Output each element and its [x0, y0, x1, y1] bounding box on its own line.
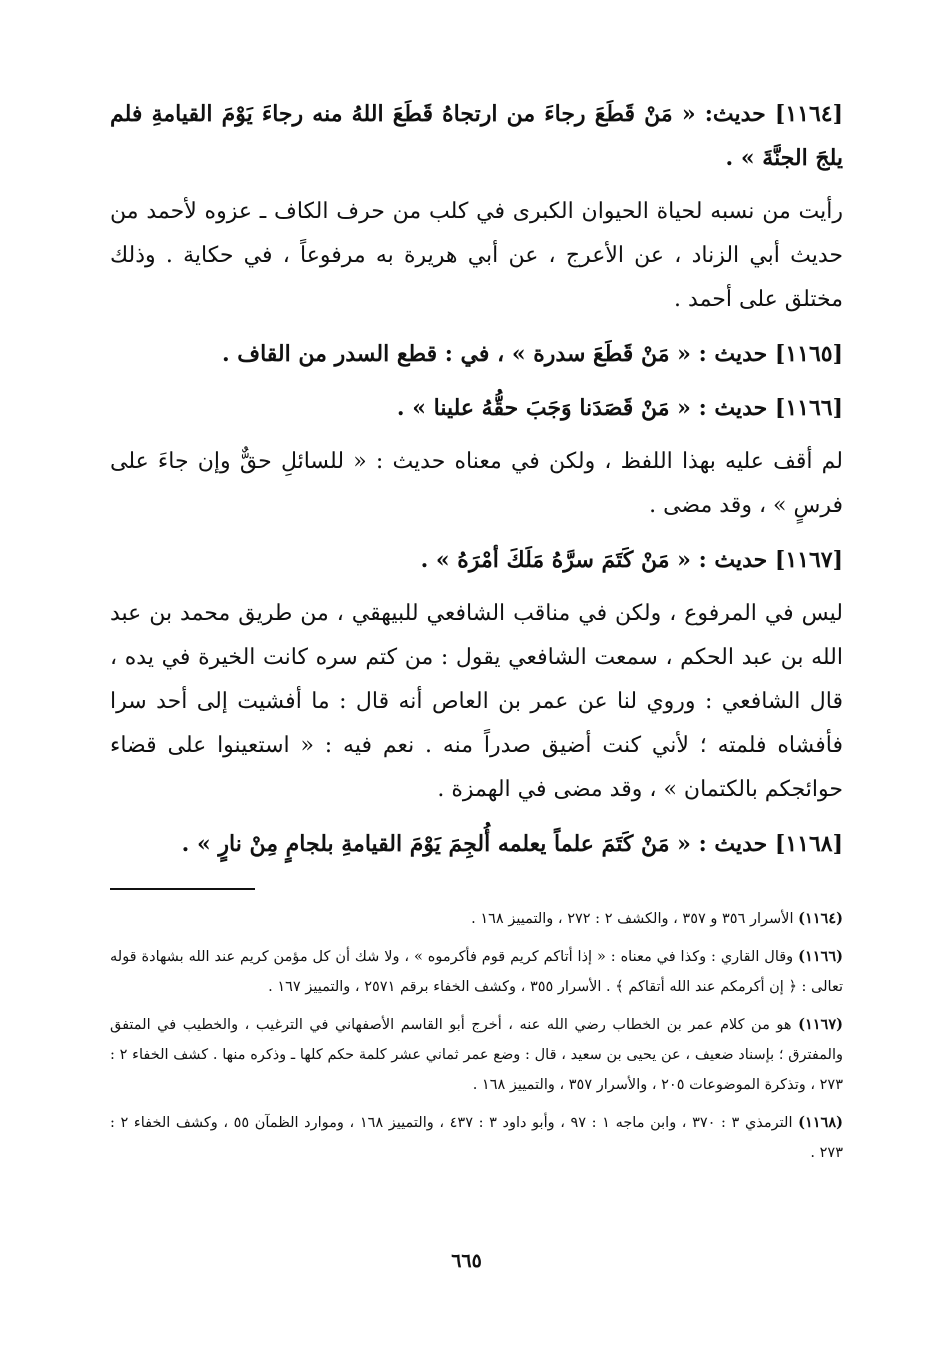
footnote-number: (١١٦٤): [798, 910, 843, 927]
hadith-entry-1164: [110, 92, 843, 180]
commentary-text: رأيت من نسبه لحياة الحيوان الكبرى في كلب من حرف الكاف ـ عزوه لأحمد من حديث أبي الزناد ، عن الأعرج ، عن أبي هريرة به مرفوعاً ، في حكاية . وذلك مختلق على أحمد .: [110, 199, 843, 312]
footnote-text: وقال القاري : وكذا في معناه : « إذا أتاكم كريم قوم فأكرموه » ، ولا شك أن كل مؤمن كريم عند الله بشهادة قوله تعالى : ﴿ إن أكرمكم عند الله أتقاكم ﴾ . الأسرار ٣٥٥ ، وكشف الخفاء برقم ٢٥٧١ ، والتمييز ١٦٧ .: [110, 949, 843, 995]
entry-number: [١١٦٤]: [774, 101, 843, 127]
footnote-number: (١١٦٨): [798, 1114, 844, 1131]
commentary-1166: [110, 440, 843, 528]
entry-number: [١١٦٦]: [774, 395, 843, 421]
hadith-entry-1168: [110, 822, 843, 866]
footnote-number: (١١٦٧): [798, 1016, 843, 1033]
entry-number: [١١٦٥]: [774, 341, 843, 367]
page-body: [110, 92, 843, 1176]
entry-text: حديث : « مَنْ كَتَمَ سرَّهُ مَلَكَ أمْرَهُ » .: [420, 547, 768, 573]
footnote-1164: [110, 904, 843, 934]
entry-text: حديث : « مَنْ كَتَمَ علماً يعلمه أُلجِمَ يَوْمَ القيامةِ بلجامٍ مِنْ نارٍ » .: [181, 831, 768, 857]
commentary-1164: [110, 190, 843, 322]
commentary-text: لم أقف عليه بهذا اللفظ ، ولكن في معناه حديث : « للسائلِ حقٌّ وإن جاءَ على فرسٍ » ، وقد مضى .: [110, 449, 843, 518]
entry-text: حديث : « مَنْ قَطَعَ سدرة » ، في : قطع السدر من القاف .: [221, 341, 768, 367]
footnote-1166: [110, 942, 843, 1002]
commentary-1167: [110, 592, 843, 812]
footnote-number: (١١٦٦): [798, 948, 843, 965]
commentary-text: ليس في المرفوع ، ولكن في مناقب الشافعي للبيهقي ، من طريق محمد بن عبد الله بن عبد الحكم ، سمعت الشافعي يقول : من كتم سره كانت الخيرة في يده ، قال الشافعي : وروي لنا عن عمر بن العاص أنه قال : ما أفشيت إلى أحد سرا فأفشاه فلمته ؛ لأني كنت أضيق صدراً منه . نعم فيه : « استعينوا على قضاء حوائجكم بالكتمان » ، وقد مضى في الهمزة .: [110, 601, 843, 802]
hadith-entry-1167: [110, 538, 843, 582]
footnote-text: الترمذي ٣ : ٣٧٠ ، وابن ماجه ١ : ٩٧ ، وأبو داود ٣ : ٤٣٧ ، والتمييز ١٦٨ ، وموارد الظمآن ٥٥ ، وكشف الخفاء ٢ : ٢٧٣ .: [110, 1115, 843, 1161]
entry-text: حديث: « مَنْ قَطَعَ رجاءَ من ارتجاهُ قَطَعَ اللهُ منه رجاءَ يَوْمَ القيامةِ فلم يلجَ الجنَّةَ » .: [110, 101, 843, 171]
hadith-entry-1166: [110, 386, 843, 430]
page-number: ٦٦٥: [451, 1250, 482, 1272]
footnote-text: الأسرار ٣٥٦ و ٣٥٧ ، والكشف ٢ : ٢٧٢ ، والتمييز ١٦٨ .: [471, 911, 794, 927]
entry-text: حديث : « مَنْ قَصَدَنا وَجَبَ حقُّهُ علينا » .: [396, 395, 768, 421]
entry-number: [١١٦٨]: [774, 831, 843, 857]
footnote-1168: [110, 1108, 843, 1168]
main-text: [110, 92, 843, 866]
hadith-entry-1165: [110, 332, 843, 376]
footnotes: [110, 904, 843, 1168]
footnote-text: هو من كلام عمر بن الخطاب رضي الله عنه ، أخرج أبو القاسم الأصفهاني في الترغيب ، والخطيب في المتفق والمفترق ؛ بإسناد ضعيف ، عن يحيى بن سعيد ، قال : وضع عمر ثماني عشر كلمة حكم كلها ـ وذكره منها . كشف الخفاء ٢ : ٢٧٣ ، وتذكرة الموضوعات ٢٠٥ ، والأسرار ٣٥٧ ، والتمييز ١٦٨ .: [110, 1017, 843, 1093]
footnote-1167: [110, 1010, 843, 1100]
footnote-divider: [110, 888, 255, 890]
entry-number: [١١٦٧]: [774, 547, 843, 573]
